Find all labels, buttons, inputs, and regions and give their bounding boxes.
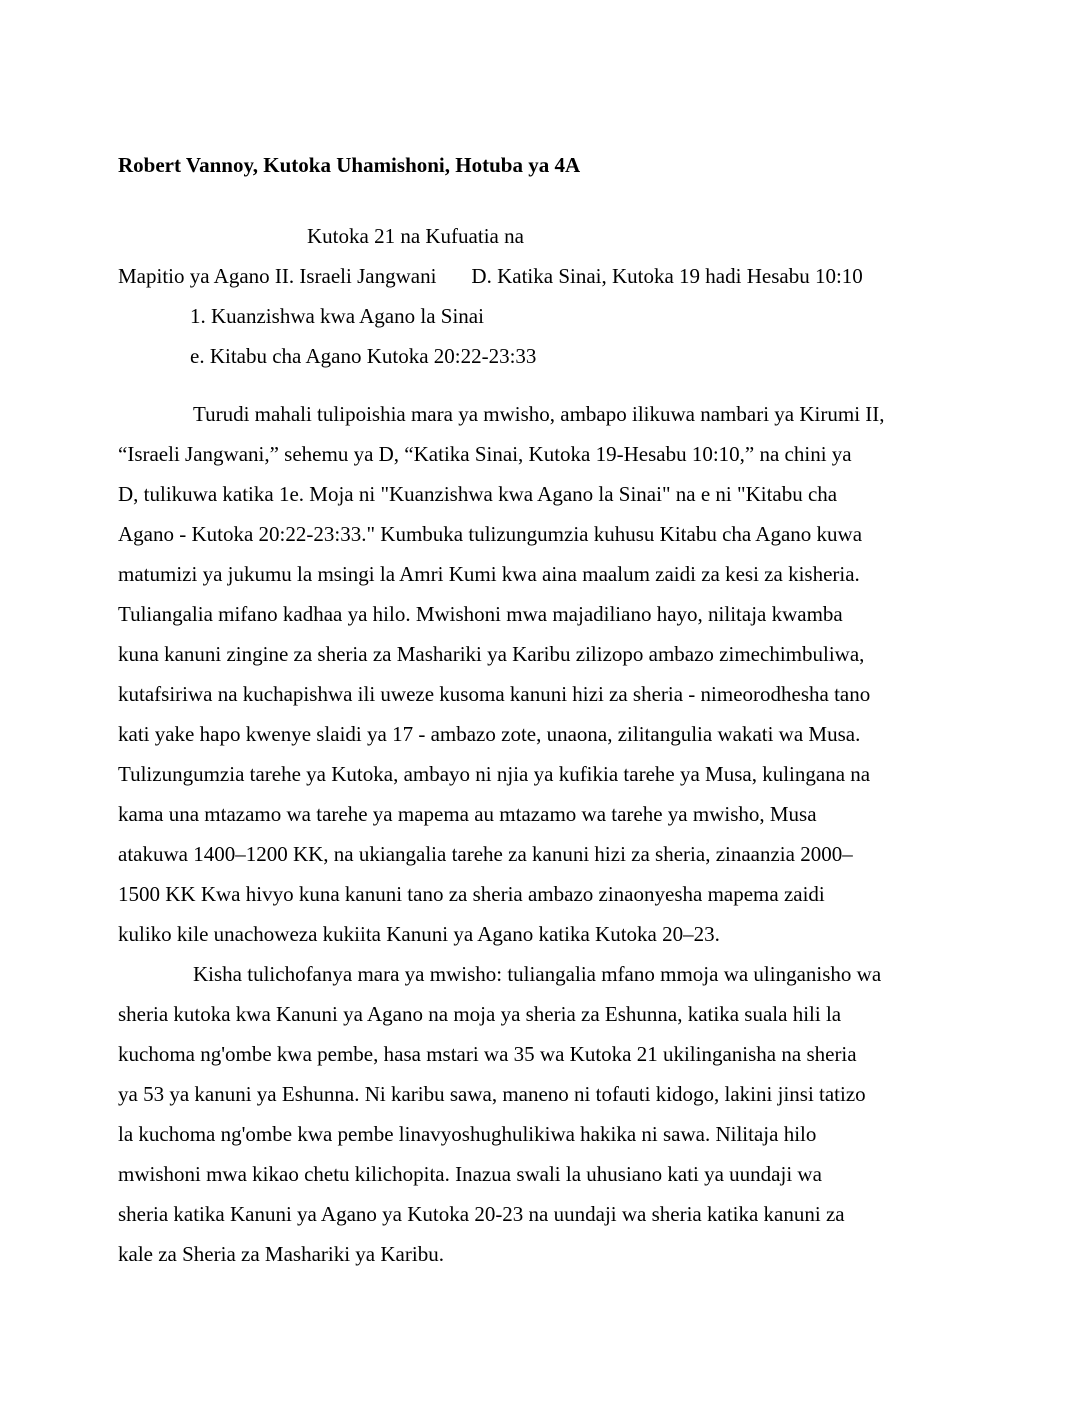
paragraph-line: kuliko kile unachoweza kukiita Kanuni ya Agano katika Kutoka 20–23. [118,922,720,946]
document-body [118,394,970,1274]
outline-review-line [118,256,970,296]
paragraph-line: Turudi mahali tulipoishia mara ya mwisho, ambapo ilikuwa nambari ya Kirumi II, [193,402,885,426]
paragraph-line: kati yake hapo kwenye slaidi ya 17 - ambazo zote, unaona, zilitangulia wakati wa Musa. [118,722,861,746]
paragraph-line: sheria kutoka kwa Kanuni ya Agano na moja ya sheria za Eshunna, katika suala hili la [118,1002,842,1026]
paragraph-line: sheria katika Kanuni ya Agano ya Kutoka 20-23 na uundaji wa sheria katika kanuni za [118,1202,845,1226]
paragraph-line: atakuwa 1400–1200 KK, na ukiangalia tarehe za kanuni hizi za sheria, zinaanzia 2000– [118,842,853,866]
paragraph-line: kutafsiriwa na kuchapishwa ili uweze kusoma kanuni hizi za sheria - nimeorodhesha tano [118,682,871,706]
outline-section [118,216,970,376]
paragraph-line: D, tulikuwa katika 1e. Moja ni "Kuanzishwa kwa Agano la Sinai" na e ni "Kitabu cha [118,482,838,506]
paragraph-1 [118,394,970,954]
paragraph-line: mwishoni mwa kikao chetu kilichopita. Inazua swali la uhusiano kati ya uundaji wa [118,1162,822,1186]
outline-review-left: Mapitio ya Agano II. Israeli Jangwani [118,264,437,288]
paragraph-line: 1500 KK Kwa hivyo kuna kanuni tano za sheria ambazo zinaonyesha mapema zaidi [118,882,825,906]
paragraph-line: matumizi ya jukumu la msingi la Amri Kumi kwa aina maalum zaidi za kesi za kisheria. [118,562,860,586]
document-title: Robert Vannoy, Kutoka Uhamishoni, Hotuba ya 4A [118,153,581,177]
paragraph-line: ya 53 ya kanuni ya Eshunna. Ni karibu sawa, maneno ni tofauti kidogo, lakini jinsi tatizo [118,1082,866,1106]
paragraph-line: Tuliangalia mifano kadhaa ya hilo. Mwishoni mwa majadiliano hayo, nilitaja kwamba [118,602,843,626]
paragraph-line: Tulizungumzia tarehe ya Kutoka, ambayo ni njia ya kufikia tarehe ya Musa, kulingana na [118,762,871,786]
paragraph-line: Agano - Kutoka 20:22-23:33." Kumbuka tulizungumzia kuhusu Kitabu cha Agano kuwa [118,522,863,546]
paragraph-line: “Israeli Jangwani,” sehemu ya D, “Katika Sinai, Kutoka 19-Hesabu 10:10,” na chini ya [118,442,852,466]
paragraph-line: la kuchoma ng'ombe kwa pembe linavyoshughulikiwa hakika ni sawa. Nilitaja hilo [118,1122,817,1146]
paragraph-line: kama una mtazamo wa tarehe ya mapema au mtazamo wa tarehe ya mwisho, Musa [118,802,817,826]
paragraph-line: kale za Sheria za Mashariki ya Karibu. [118,1242,444,1266]
outline-heading: Kutoka 21 na Kufuatia na [307,224,524,248]
outline-review-right: D. Katika Sinai, Kutoka 19 hadi Hesabu 10:10 [471,264,863,288]
outline-item-1: 1. Kuanzishwa kwa Agano la Sinai [190,304,484,328]
paragraph-line: Kisha tulichofanya mara ya mwisho: tuliangalia mfano mmoja wa ulinganisho wa [193,962,882,986]
paragraph-line: kuna kanuni zingine za sheria za Mashariki ya Karibu zilizopo ambazo zimechimbuliwa, [118,642,865,666]
paragraph-line: kuchoma ng'ombe kwa pembe, hasa mstari wa 35 wa Kutoka 21 ukilinganisha na sheria [118,1042,857,1066]
paragraph-2 [118,954,970,1274]
outline-item-e: e. Kitabu cha Agano Kutoka 20:22-23:33 [190,344,537,368]
